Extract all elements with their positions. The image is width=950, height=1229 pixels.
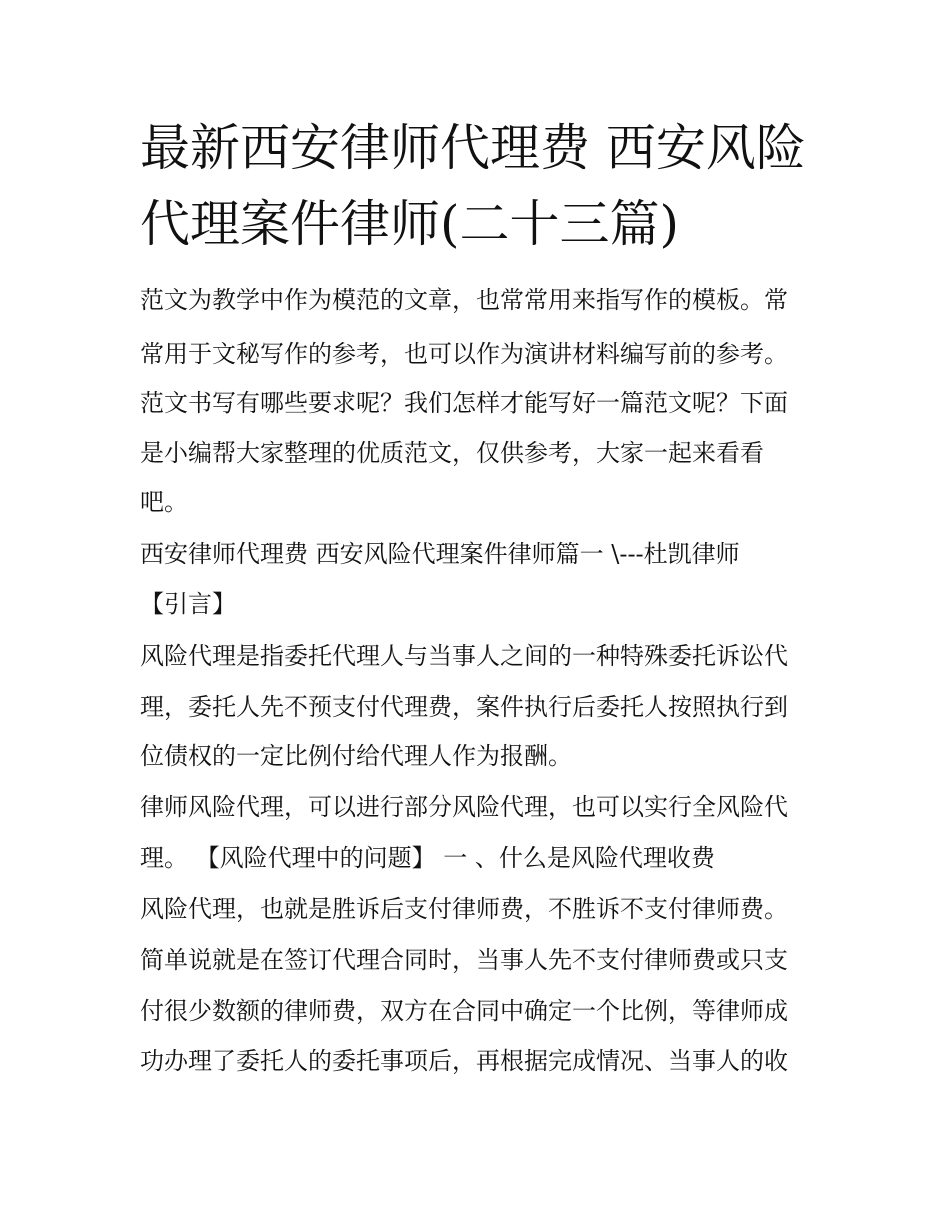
paragraph-line: 常用于文秘写作的参考，也可以作为演讲材料编写前的参考。 xyxy=(140,340,788,368)
paragraph-line: 理，委托人先不预支付代理费，案件执行后委托人按照执行到 xyxy=(140,693,788,721)
paragraph-line: 律师风险代理，可以进行部分风险代理，也可以实行全风险代 xyxy=(140,793,788,821)
paragraph-line: 范文为教学中作为模范的文章，也常常用来指写作的模板。常 xyxy=(140,286,788,314)
paragraph-line: 是小编帮大家整理的优质范文，仅供参考，大家一起来看看 xyxy=(140,439,764,467)
paragraph-line: 风险代理，也就是胜诉后支付律师费，不胜诉不支付律师费。 xyxy=(140,895,788,923)
document-title-line-1: 最新西安律师代理费 西安风险 xyxy=(140,119,806,177)
document-title-line-2: 代理案件律师(二十三篇) xyxy=(140,195,680,253)
paragraph-line: 简单说就是在签订代理合同时，当事人先不支付律师费或只支 xyxy=(140,946,788,974)
paragraph-line: 风险代理是指委托代理人与当事人之间的一种特殊委托诉讼代 xyxy=(140,642,788,670)
paragraph-line: 位债权的一定比例付给代理人作为报酬。 xyxy=(140,742,572,770)
paragraph-line: 吧。 xyxy=(140,488,188,516)
paragraph-line: 付很少数额的律师费，双方在合同中确定一个比例，等律师成 xyxy=(140,997,788,1025)
paragraph-line: 理。 【风险代理中的问题】 一 、什么是风险代理收费 xyxy=(140,844,715,872)
section-heading-line: 西安律师代理费 西安风险代理案件律师篇一 \---杜凯律师 xyxy=(140,540,740,568)
section-label-introduction: 【引言】 xyxy=(140,590,236,618)
paragraph-line: 范文书写有哪些要求呢？我们怎样才能写好一篇范文呢？下面 xyxy=(140,389,788,417)
paragraph-line: 功办理了委托人的委托事项后，再根据完成情况、当事人的收 xyxy=(140,1047,788,1075)
